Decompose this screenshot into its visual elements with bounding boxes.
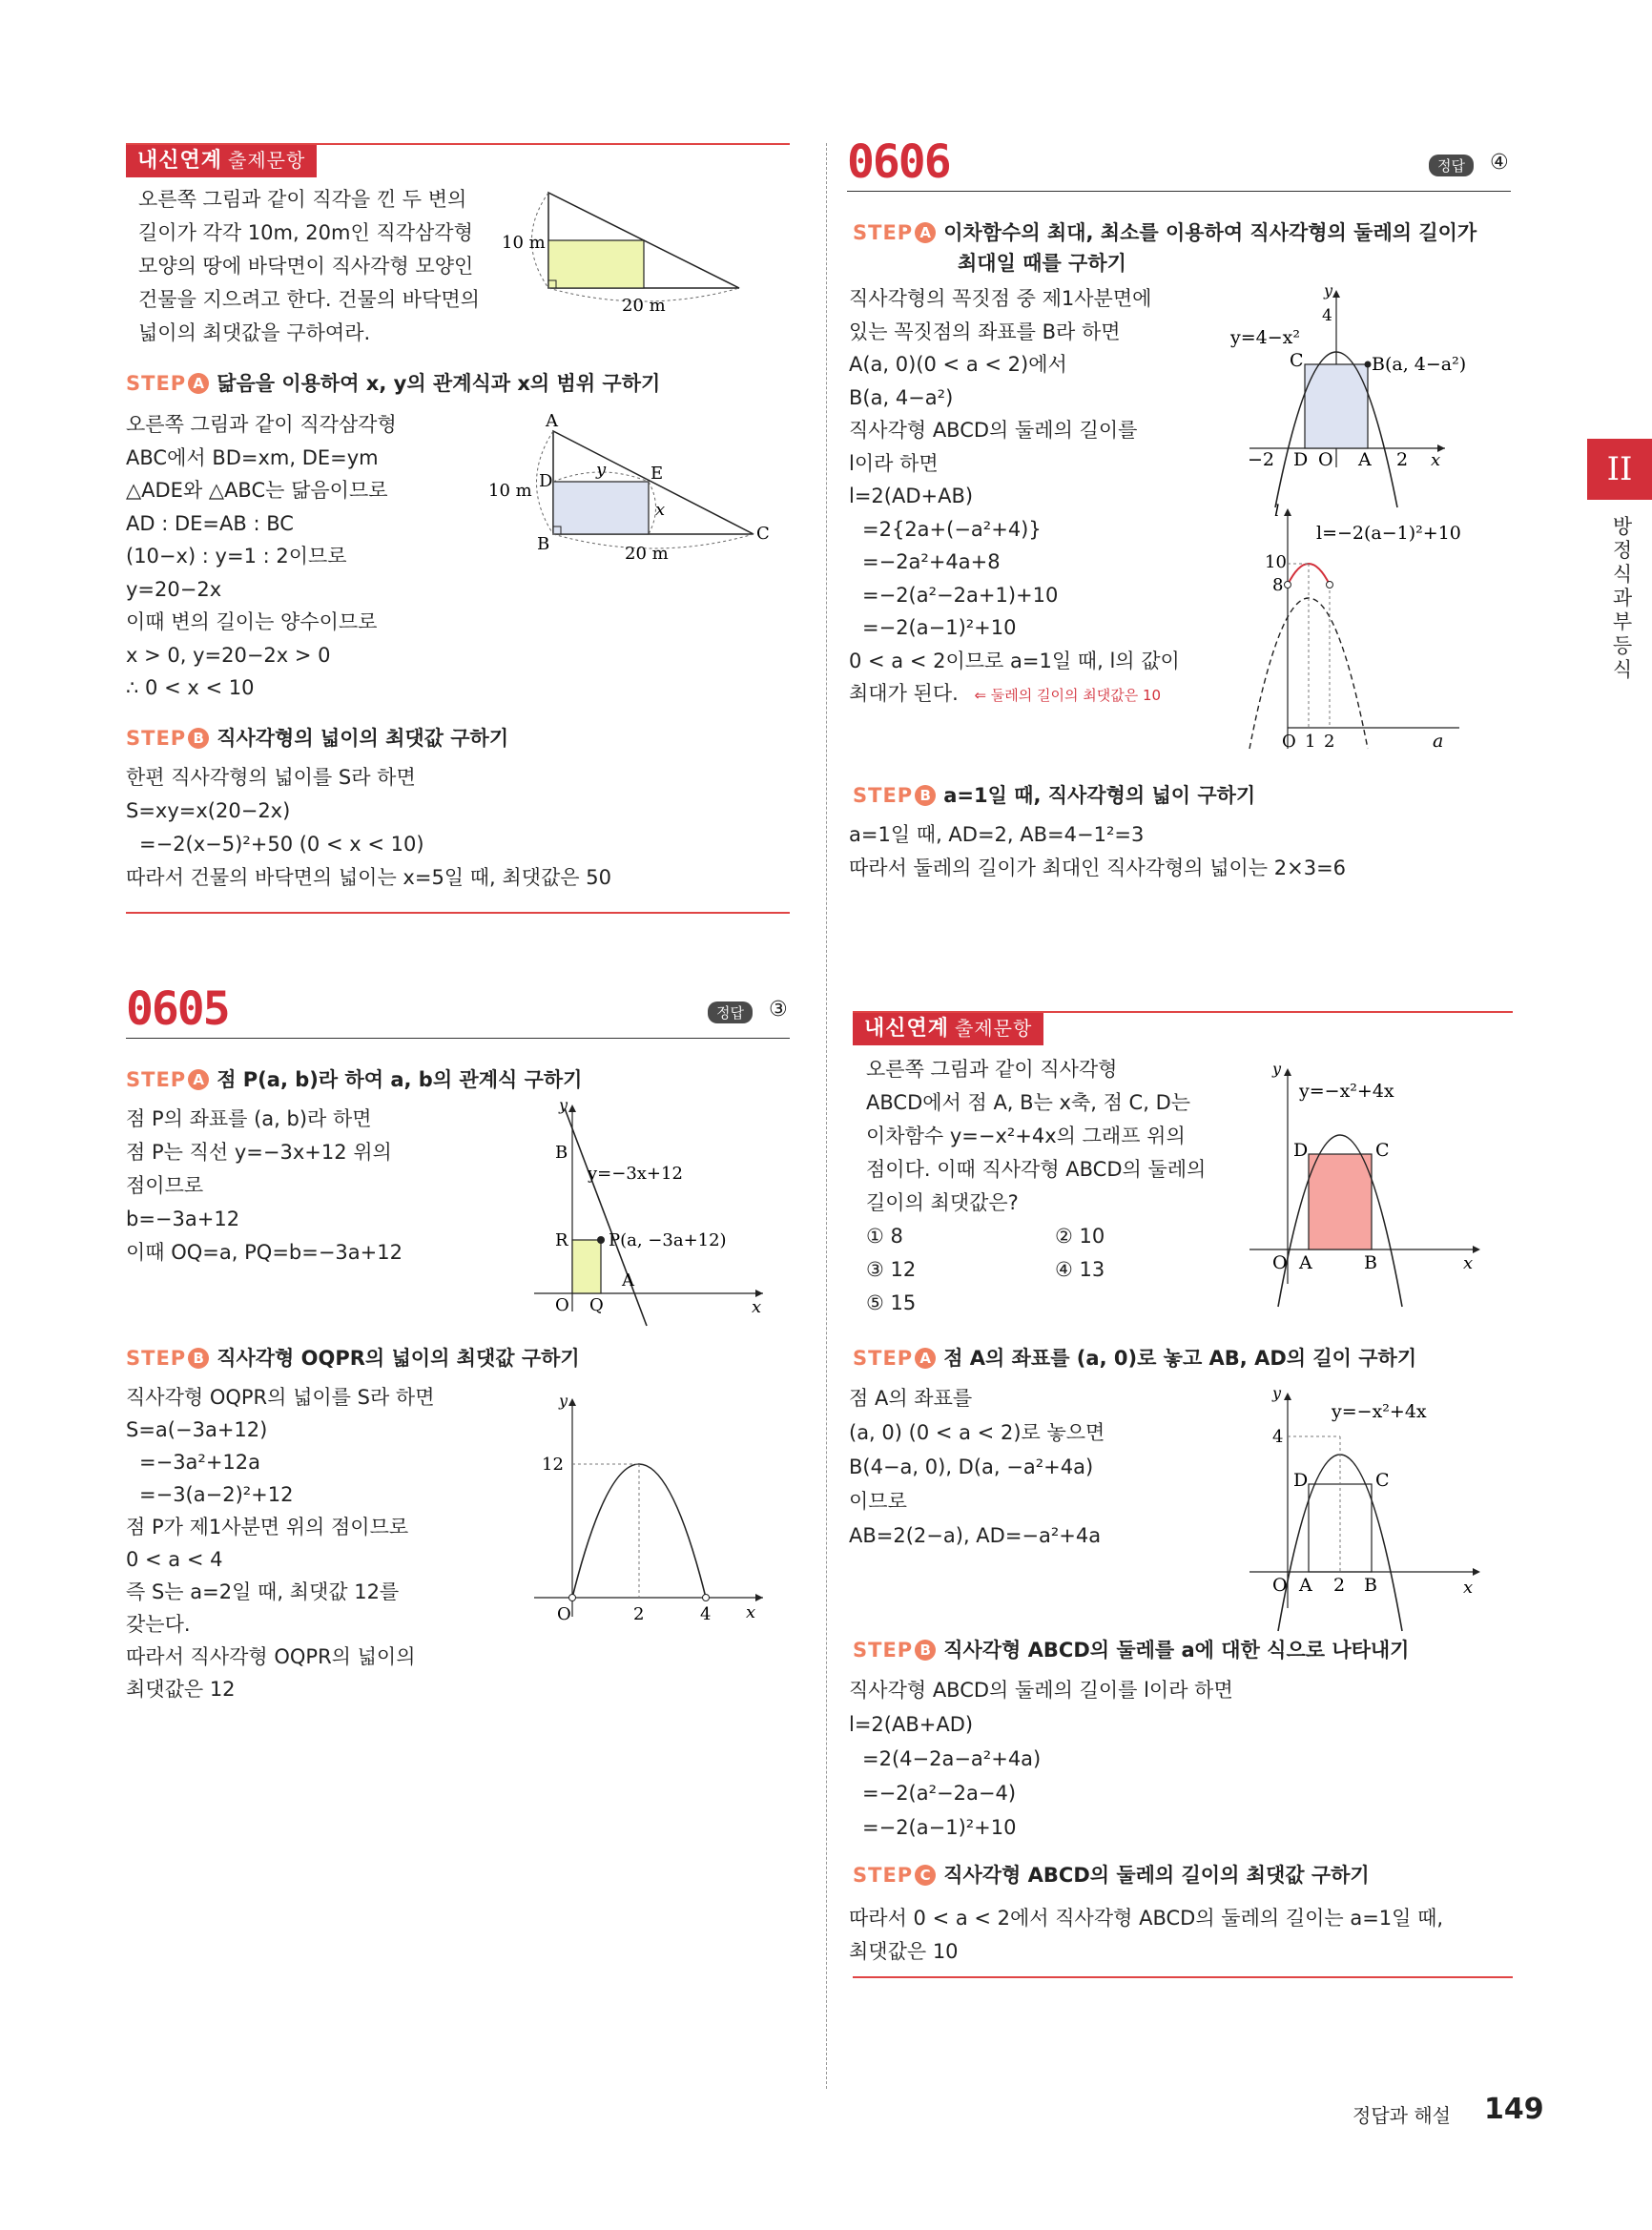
label-4: 4	[1272, 1427, 1284, 1447]
label-12: 12	[542, 1455, 564, 1475]
p0605-stepA-line: b=−3a+12	[126, 1208, 240, 1230]
answer-badge-0606: 정답	[1429, 155, 1474, 176]
p0605-stepB-heading	[126, 1343, 580, 1372]
chapter-title: 방정식과 부등식	[1612, 515, 1633, 681]
stepB-line: =−2(x−5)²+50 (0 < x < 10)	[139, 833, 424, 856]
step-label: STEP	[126, 1068, 187, 1091]
label-4: 4	[1322, 306, 1332, 325]
label-x: x	[752, 1297, 762, 1317]
label-O: O	[1272, 1575, 1288, 1596]
p0606-stepA-last-row	[849, 677, 1180, 712]
link-stepC-line: 최댓값은 10	[849, 1940, 959, 1963]
p0605-stepB-line: S=a(−3a+12)	[126, 1418, 268, 1441]
label-8: 8	[1272, 575, 1284, 595]
label-curve: l=−2(a−1)²+10	[1316, 523, 1461, 544]
link-stepB-line: =−2(a²−2a−4)	[862, 1782, 1017, 1805]
label-10: 10	[1265, 552, 1287, 572]
intro-tag-sub: 출제문항	[228, 149, 306, 172]
p0606-stepA-line: 직사각형 ABCD의 둘레의 길이를	[849, 419, 1138, 442]
link-stepA-line: 이므로	[849, 1490, 907, 1513]
label-C: C	[1375, 1470, 1390, 1491]
label-y: y	[596, 460, 607, 480]
stepA-line: x > 0, y=20−2x > 0	[126, 643, 331, 667]
label-D: D	[1293, 1140, 1309, 1161]
p0606-stepA-line: 0 < a < 2이므로 a=1일 때, l의 값이	[849, 649, 1180, 672]
step-title: 직사각형의 넓이의 최댓값 구하기	[217, 727, 509, 750]
link-stepA-line: (a, 0) (0 < a < 2)로 놓으면	[849, 1421, 1105, 1444]
label-2: 2	[633, 1604, 645, 1624]
stepA-line: ABC에서 BD=xm, DE=ym	[126, 445, 379, 469]
step-label: STEP	[853, 221, 914, 244]
step-title: a=1일 때, 직사각형의 넓이 구하기	[943, 784, 1256, 807]
step-label: STEP	[853, 1347, 914, 1370]
label-y: y	[559, 1096, 568, 1114]
link-stepB-line: =2(4−2a−a²+4a)	[862, 1747, 1042, 1770]
label-O: O	[557, 1604, 571, 1624]
chapter-tab: II	[1587, 439, 1652, 500]
p0606-note: ⇐ 둘레의 길이의 최댓값은 10	[974, 687, 1162, 704]
p0606-stepB-heading	[853, 780, 1255, 809]
label-curve: y=−x²+4x	[1299, 1081, 1394, 1102]
intro-text	[138, 183, 480, 350]
link-stepB-line: =−2(a−1)²+10	[862, 1816, 1017, 1839]
intro-tag-main: 내신연계	[137, 149, 223, 173]
link-line: 점이다. 이때 직사각형 ABCD의 둘레의	[866, 1158, 1207, 1181]
p0606-stepA-line: A(a, 0)(0 < a < 2)에서	[849, 353, 1067, 376]
label-y: y	[559, 1392, 568, 1410]
point-P	[597, 1236, 605, 1244]
p0605-stepA-line: 점이므로	[126, 1174, 204, 1197]
answer-badge-0605: 정답	[708, 1001, 753, 1023]
label-A: A	[1358, 449, 1372, 470]
p0605-rule	[126, 1038, 790, 1039]
intro-line: 건물을 지으려고 한다. 건물의 바닥면의	[138, 288, 480, 311]
step-label: STEP	[853, 784, 914, 807]
label-Q: Q	[589, 1295, 604, 1315]
step-title: 직사각형 ABCD의 둘레를 a에 대한 식으로 나타내기	[943, 1639, 1410, 1662]
label-B: B	[1364, 1252, 1377, 1273]
p0605-parabola-figure	[534, 1393, 773, 1631]
label-O: O	[1318, 449, 1333, 470]
link-stepC-line: 따라서 0 < a < 2에서 직사각형 ABCD의 둘레의 길이는 a=1일 때,	[849, 1907, 1444, 1930]
p0606-stepB-text	[849, 818, 1346, 885]
link-line: 오른쪽 그림과 같이 직사각형	[866, 1058, 1118, 1081]
p0605-stepB-line: 직사각형 OQPR의 넓이를 S라 하면	[126, 1386, 435, 1409]
p0605-stepA-line: 점 P의 좌표를 (a, b)라 하면	[126, 1107, 372, 1130]
left-stepA-figure	[482, 410, 787, 568]
label-2: 2	[1333, 1575, 1346, 1596]
stepA-line: △ADE와 △ABC는 닮음이므로	[126, 479, 388, 502]
link-figure	[1240, 1059, 1488, 1288]
intro-triangle-figure	[496, 181, 754, 324]
stepA-line: 이때 변의 길이는 양수이므로	[126, 610, 378, 633]
p0606-stepA-text	[849, 282, 1180, 712]
link-stepA-text	[849, 1381, 1105, 1553]
label-E: E	[650, 464, 664, 484]
label-2: 2	[1324, 732, 1335, 752]
p0606-stepA-line: l이라 하면	[849, 451, 939, 475]
link-stepA-figure	[1240, 1383, 1488, 1612]
label-curve: y=4−x²	[1230, 327, 1300, 348]
p0605-stepA-heading	[126, 1064, 582, 1093]
stepB-line: 따라서 건물의 바닥면의 넓이는 x=5일 때, 최댓값은 50	[126, 866, 611, 889]
intro-label-10m: 10 m	[502, 233, 546, 253]
step-label: STEP	[126, 1347, 187, 1370]
label-y: y	[1324, 281, 1333, 299]
label-A: A	[546, 411, 558, 431]
step-badge: A	[915, 1348, 936, 1369]
p0605-stepB-line: 따라서 직사각형 OQPR의 넓이의	[126, 1645, 416, 1668]
label-l: l	[1274, 502, 1280, 521]
p0605-stepA-line: 이때 OQ=a, PQ=b=−3a+12	[126, 1241, 403, 1264]
link-stepC-heading	[853, 1860, 1370, 1889]
p0605-stepB-line: 갖는다.	[126, 1613, 191, 1636]
answer-0605: ③	[769, 998, 788, 1022]
problem-number-0606: 0606	[847, 135, 950, 189]
label-C: C	[756, 524, 770, 544]
link-stepA-line: B(4−a, 0), D(a, −a²+4a)	[849, 1456, 1094, 1478]
link-tag	[853, 1011, 1043, 1045]
step-badge: B	[188, 728, 209, 749]
step-badge: A	[915, 222, 936, 243]
label-B: B(a, 4−a²)	[1372, 354, 1467, 375]
label-y: y	[1272, 1384, 1282, 1402]
step-label: STEP	[126, 372, 187, 395]
rect-ABCD	[1305, 364, 1368, 448]
p0606-parabola-figure	[1230, 279, 1517, 469]
label-B: B	[537, 534, 550, 554]
link-stepB-heading	[853, 1635, 1409, 1663]
label-x: x	[1431, 450, 1441, 470]
p0606-stepA-heading	[853, 217, 1476, 279]
p0605-line-figure	[534, 1097, 773, 1316]
p0606-stepA-line: =2{2a+(−a²+4)}	[862, 517, 1042, 541]
intro-top-rule	[126, 143, 790, 145]
label-D: D	[1293, 1470, 1309, 1491]
p0606-stepA-line: 있는 꼭짓점의 좌표를 B라 하면	[849, 320, 1121, 343]
choices-row	[866, 1253, 1206, 1287]
label-C: C	[1375, 1140, 1390, 1161]
choices-row	[866, 1220, 1206, 1253]
p0606-stepA-line: l=2(AD+AB)	[849, 485, 974, 507]
link-stepB-text	[849, 1673, 1233, 1845]
link-stepA-line: 점 A의 좌표를	[849, 1387, 973, 1410]
label-x: x	[1463, 1253, 1474, 1273]
p0606-stepA-line: =−2(a−1)²+10	[862, 616, 1017, 639]
step-badge: C	[915, 1865, 936, 1886]
p0606-stepB-line: 따라서 둘레의 길이가 최대인 직사각형의 넓이는 2×3=6	[849, 857, 1347, 879]
link-line: 길이의 최댓값은?	[866, 1191, 1019, 1214]
step-badge: B	[915, 1640, 936, 1661]
choice-5: ⑤ 15	[866, 1291, 917, 1314]
link-line: ABCD에서 점 A, B는 x축, 점 C, D는	[866, 1091, 1191, 1114]
step-label: STEP	[126, 727, 187, 750]
p0605-stepA-line: 점 P는 직선 y=−3x+12 위의	[126, 1141, 392, 1164]
choice-2: ② 10	[1055, 1225, 1105, 1248]
stepB-line: S=xy=x(20−2x)	[126, 799, 291, 822]
intro-line: 넓이의 최댓값을 구하여라.	[138, 321, 371, 344]
label-x: x	[1463, 1578, 1474, 1598]
p0606-stepA-line: 직사각형의 꼭짓점 중 제1사분면에	[849, 287, 1152, 310]
label-B: B	[555, 1143, 568, 1163]
label-P: P(a, −3a+12)	[609, 1230, 727, 1250]
step-label: STEP	[853, 1864, 914, 1887]
choice-1: ① 8	[866, 1225, 903, 1248]
link-stepB-line: l=2(AB+AD)	[849, 1713, 974, 1736]
step-title: 직사각형 OQPR의 넓이의 최댓값 구하기	[217, 1347, 580, 1370]
label-C: C	[1290, 350, 1304, 371]
p0606-rule	[847, 191, 1511, 192]
problem-number-0605: 0605	[126, 982, 229, 1036]
link-stepA-line: AB=2(2−a), AD=−a²+4a	[849, 1524, 1102, 1547]
p0606-stepB-line: a=1일 때, AD=2, AB=4−1²=3	[849, 823, 1145, 846]
label-D: D	[1293, 449, 1309, 470]
p0606-stepA-line: =−2a²+4a+8	[862, 550, 1001, 573]
label-4: 4	[700, 1604, 712, 1624]
label-line-eq: y=−3x+12	[588, 1164, 683, 1184]
p0605-stepB-line: 0 < a < 4	[126, 1548, 223, 1571]
stepB-line: 한편 직사각형의 넓이를 S라 하면	[126, 766, 416, 789]
left-stepA-heading	[126, 368, 660, 397]
step-label: STEP	[853, 1639, 914, 1662]
intro-tag	[126, 143, 317, 177]
label-O: O	[555, 1295, 569, 1315]
page-number: 149	[1484, 2093, 1544, 2126]
step-title-line1: 이차함수의 최대, 최소를 이용하여 직사각형의 둘레의 길이가	[943, 221, 1477, 244]
label-y: y	[1272, 1060, 1282, 1078]
p0606-perimeter-figure	[1265, 501, 1536, 754]
step-badge: A	[188, 1069, 209, 1090]
label-curve: y=−x²+4x	[1332, 1401, 1427, 1422]
intro-line: 오른쪽 그림과 같이 직각을 낀 두 변의	[138, 188, 467, 211]
link-bottom-rule	[853, 1976, 1513, 1978]
step-title: 직사각형 ABCD의 둘레의 길이의 최댓값 구하기	[943, 1864, 1370, 1887]
p0605-stepB-line: 최댓값은 12	[126, 1678, 236, 1701]
stepA-line: 오른쪽 그림과 같이 직각삼각형	[126, 413, 397, 436]
link-stepC-text	[849, 1902, 1443, 1969]
label-B: B	[1364, 1575, 1377, 1596]
link-top-rule	[853, 1011, 1513, 1013]
label-a: a	[1433, 731, 1444, 752]
choices-row	[866, 1287, 1206, 1320]
choice-3: ③ 12	[866, 1258, 917, 1281]
step-badge: B	[915, 785, 936, 806]
link-text	[866, 1053, 1206, 1320]
stepA-line: AD : DE=AB : BC	[126, 511, 294, 535]
link-stepA-heading	[853, 1343, 1416, 1372]
step-badge: B	[188, 1348, 209, 1369]
p0605-stepB-line: =−3(a−2)²+12	[139, 1483, 294, 1506]
choice-4: ④ 13	[1055, 1258, 1105, 1281]
link-tag-main: 내신연계	[864, 1017, 950, 1041]
label-minus2: −2	[1248, 449, 1275, 470]
label-20m: 20 m	[625, 544, 669, 564]
label-A: A	[1299, 1575, 1312, 1596]
footer-label: 정답과 해설	[1353, 2104, 1451, 2127]
rect-OQPR	[572, 1240, 601, 1293]
label-A: A	[1299, 1252, 1312, 1273]
label-A: A	[622, 1270, 634, 1291]
p0605-stepB-text	[126, 1381, 435, 1705]
label-x: x	[746, 1602, 756, 1622]
label-O: O	[1282, 732, 1296, 752]
step-title: 점 P(a, b)라 하여 a, b의 관계식 구하기	[217, 1068, 583, 1091]
step-title: 닮음을 이용하여 x, y의 관계식과 x의 범위 구하기	[217, 372, 661, 395]
left-stepB-text	[126, 761, 611, 895]
left-stepA-text	[126, 408, 397, 705]
stepA-line: y=20−2x	[126, 577, 222, 601]
link-line: 이차함수 y=−x²+4x의 그래프 위의	[866, 1125, 1186, 1147]
p0606-stepA-line: =−2(a²−2a+1)+10	[862, 583, 1059, 607]
p0605-stepA-text	[126, 1103, 403, 1270]
p0605-stepB-line: 점 P가 제1사분면 위의 점이므로	[126, 1516, 409, 1538]
link-tag-sub: 출제문항	[955, 1017, 1033, 1040]
stepA-line: ∴ 0 < x < 10	[126, 676, 255, 699]
link-stepB-line: 직사각형 ABCD의 둘레의 길이를 l이라 하면	[849, 1679, 1233, 1702]
label-D: D	[539, 471, 553, 491]
label-1: 1	[1305, 732, 1316, 752]
left-block-bottom-rule	[126, 912, 790, 914]
label-R: R	[555, 1230, 568, 1250]
stepA-line: (10−x) : y=1 : 2이므로	[126, 545, 347, 568]
label-O: O	[1272, 1252, 1288, 1273]
p0606-stepA-line: 최대가 된다.	[849, 682, 959, 705]
intro-line: 모양의 땅에 바닥면이 직사각형 모양인	[138, 255, 474, 278]
rectangle-DE	[553, 482, 649, 534]
step-title: 점 A의 좌표를 (a, 0)로 놓고 AB, AD의 길이 구하기	[943, 1347, 1417, 1370]
label-2: 2	[1396, 449, 1409, 470]
label-x: x	[655, 500, 666, 520]
step-badge: A	[188, 373, 209, 394]
column-divider	[826, 143, 827, 2089]
label-10m: 10 m	[488, 481, 532, 501]
p0605-stepB-line: =−3a²+12a	[139, 1451, 261, 1474]
p0605-stepB-line: 즉 S는 a=2일 때, 최댓값 12를	[126, 1580, 400, 1603]
intro-building	[548, 240, 644, 288]
left-stepB-heading	[126, 723, 508, 752]
rect-ABCD	[1309, 1154, 1372, 1249]
intro-label-20m: 20 m	[622, 296, 666, 316]
p0606-stepA-line: B(a, 4−a²)	[849, 385, 954, 409]
answer-0606: ④	[1490, 151, 1509, 175]
step-title-line2: 최대일 때를 구하기	[958, 252, 1126, 275]
intro-line: 길이가 각각 10m, 20m인 직각삼각형	[138, 221, 473, 244]
